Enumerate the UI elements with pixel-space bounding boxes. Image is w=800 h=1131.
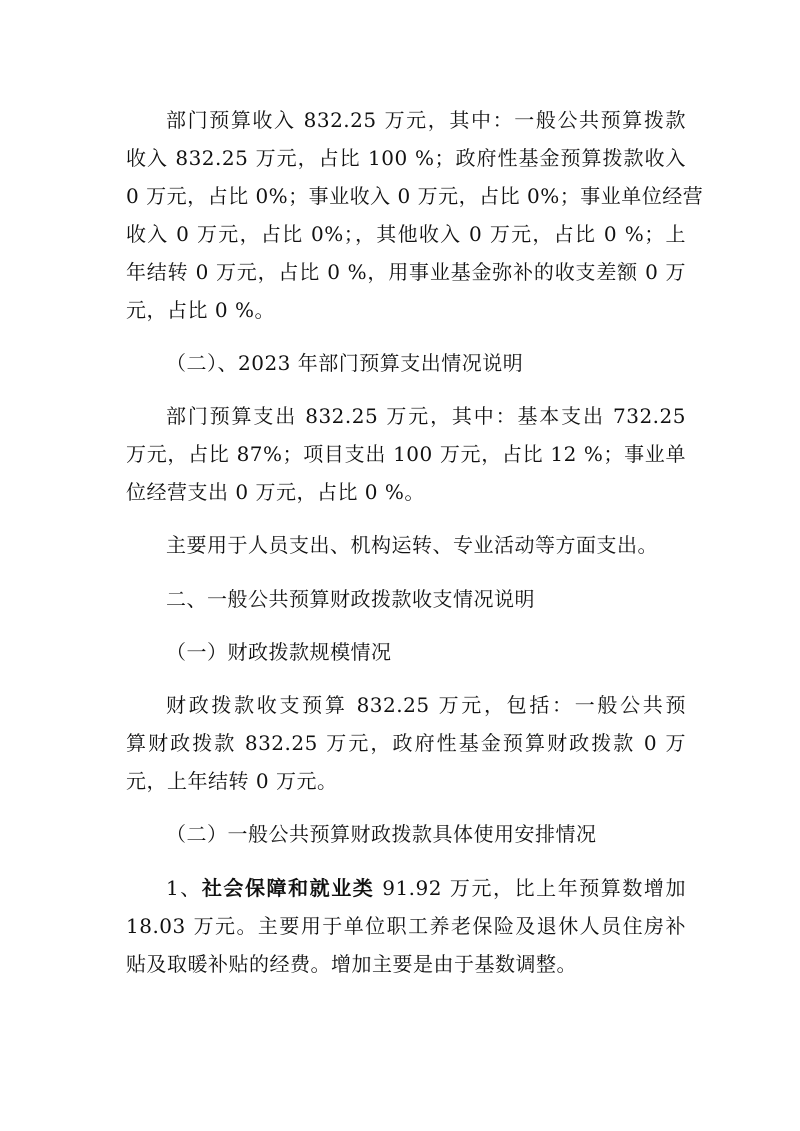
para3: 主要用于人员支出、机构运转、专业活动等方面支出。 xyxy=(166,533,658,557)
para1-line1: 部门预算收入 832.25 万元，其中：一般公共预算拨款 xyxy=(166,108,686,132)
para5-line2: 18.03 万元。主要用于单位职工养老保险及退休人员住房补 xyxy=(126,914,686,938)
para1-line5: 年结转 0 万元，占比 0 %，用事业基金弥补的收支差额 0 万 xyxy=(126,260,686,284)
para1-line3: 0 万元，占比 0%；事业收入 0 万元，占比 0%；事业单位经营 xyxy=(126,184,704,208)
para4-line3: 元，上年结转 0 万元。 xyxy=(126,769,338,793)
para2-line3: 位经营支出 0 万元，占比 0 %。 xyxy=(126,480,425,504)
para4-line2: 算财政拨款 832.25 万元，政府性基金预算财政拨款 0 万 xyxy=(126,731,686,755)
para2-line2: 万元，占比 87%；项目支出 100 万元，占比 12 %；事业单 xyxy=(126,442,686,466)
para5-prefix: 1、 xyxy=(166,876,202,900)
para4-line1: 财政拨款收支预算 832.25 万元，包括：一般公共预 xyxy=(166,693,686,717)
para5-line1 xyxy=(166,876,686,900)
heading-usage-arrangement: （二）一般公共预算财政拨款具体使用安排情况 xyxy=(166,822,597,846)
para5-bold-category: 社会保障和就业类 xyxy=(201,876,375,900)
heading-general-budget: 二、一般公共预算财政拨款收支情况说明 xyxy=(166,587,535,611)
heading-fiscal-scale: （一）财政拨款规模情况 xyxy=(166,640,392,664)
para1-line6: 元，占比 0 %。 xyxy=(126,298,275,322)
para5-line1-rest: 91.92 万元，比上年预算数增加 xyxy=(374,876,686,900)
para1-line2: 收入 832.25 万元，占比 100 %；政府性基金预算拨款收入 xyxy=(126,146,686,170)
para5-line3: 贴及取暖补贴的经费。增加主要是由于基数调整。 xyxy=(126,952,577,976)
heading-budget-expenditure: （二）、2023 年部门预算支出情况说明 xyxy=(166,351,524,375)
para2-line1: 部门预算支出 832.25 万元，其中：基本支出 732.25 xyxy=(166,404,686,428)
para1-line4: 收入 0 万元，占比 0%；，其他收入 0 万元，占比 0 %；上 xyxy=(126,222,686,246)
